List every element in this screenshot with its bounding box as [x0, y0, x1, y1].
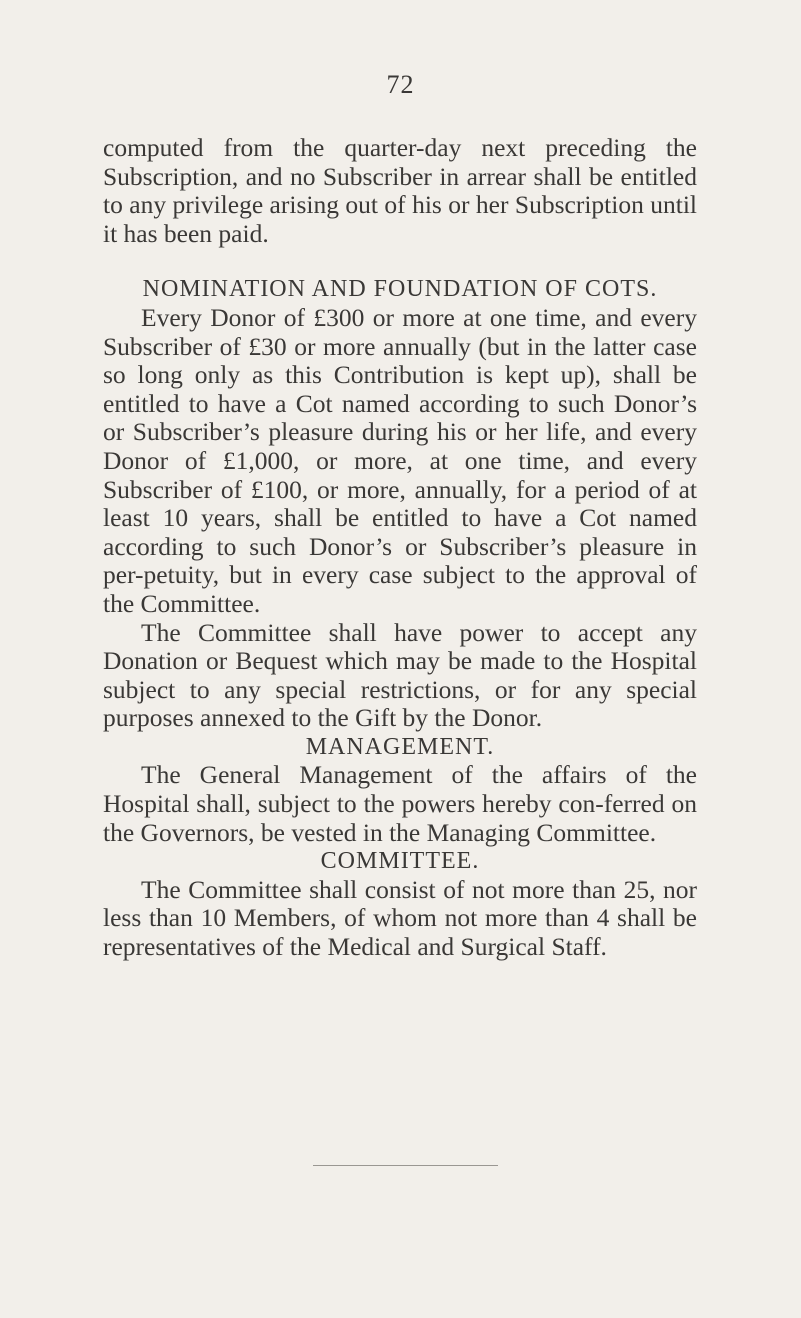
section-heading-nomination: NOMINATION AND FOUNDATION OF COTS. — [142, 276, 658, 303]
opening-paragraph: computed from the quarter-day next preceding the Subscription, and no Subscriber in arrear shall be entitled to any privilege arising out of his or her Subscription until it has been paid. — [103, 133, 697, 248]
section-heading-committee: COMMITTEE. — [320, 848, 480, 875]
section-heading-management: MANAGEMENT. — [305, 733, 495, 760]
section-nomination — [103, 275, 697, 733]
paragraph-donation-bequest: The Committee shall have power to accept any Donation or Bequest which may be made to the Hospital subject to any special restrictions, or for any special purposes annexed to the Gift by the Donor. — [103, 617, 697, 733]
section-management — [103, 733, 697, 847]
paragraph-donor-cots: Every Donor of £300 or more at one time, and every Subscriber of £30 or more annually (but in the latter case so long only as this Contribution is kept up), shall be entitled to have a Cot named according to such Donor’s or Subscriber’s pleasure during his or her life, and every Donor of £1,000, or more, at one time, and every Subscriber of £100, or more, annually, for a period of at least 10 years, shall be entitled to have a Cot named according to such Donor’s or Subscriber’s pleasure in per-petuity, but in every case subject to the approval of the Committee. — [103, 302, 697, 618]
end-rule-divider — [313, 1165, 498, 1166]
section-committee — [103, 847, 697, 961]
paragraph-general-management: The General Management of the affairs of the Hospital shall, subject to the powers hereby con-ferred on the Governors, be vested in the Managing Committee. — [103, 760, 697, 847]
section-gap — [103, 248, 697, 275]
paragraph-committee-composition: The Committee shall consist of not more than 25, nor less than 10 Members, of whom not more than 4 shall be representatives of the Medical and Surgical Staff. — [103, 874, 697, 962]
page-number: 72 — [386, 70, 415, 99]
body-text — [103, 134, 697, 962]
